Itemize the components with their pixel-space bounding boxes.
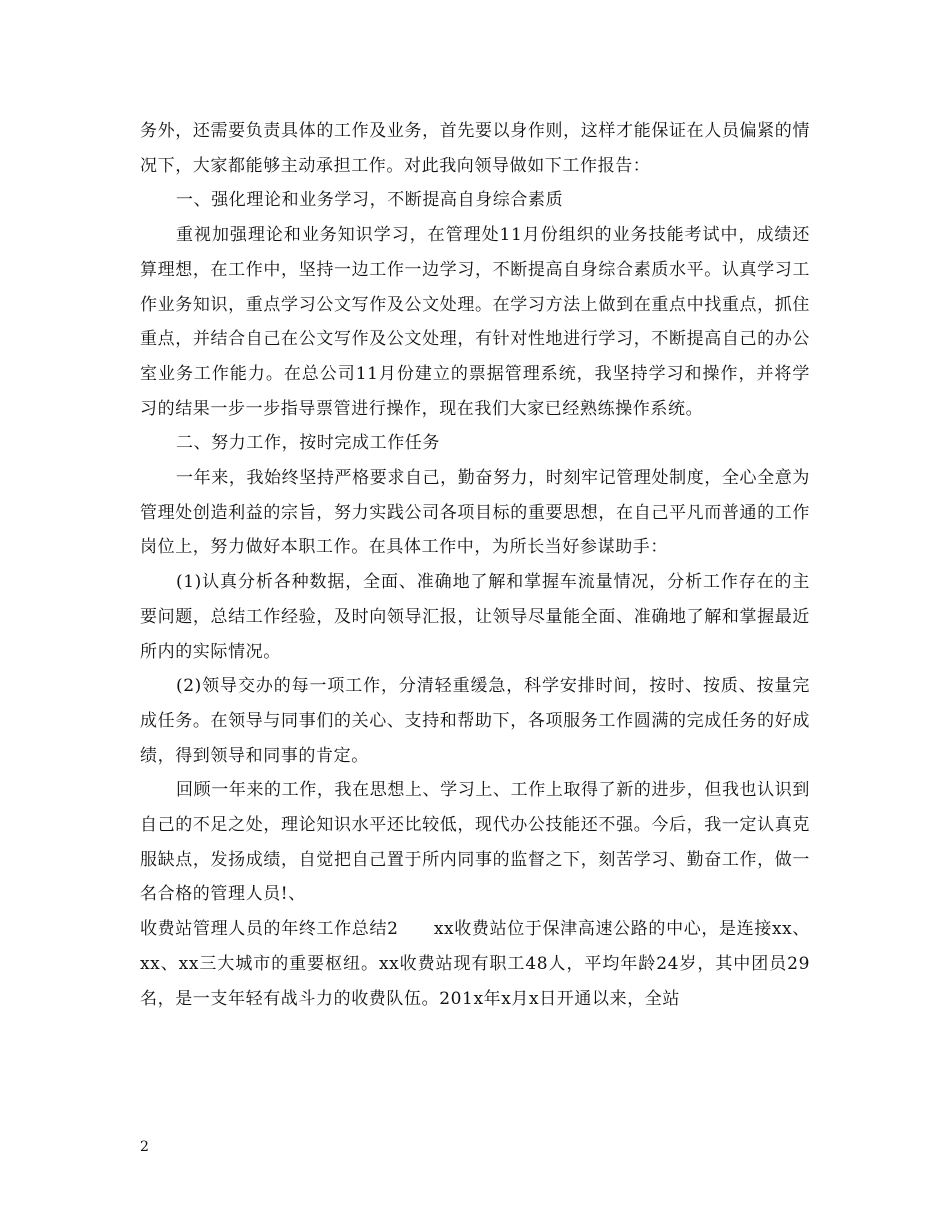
paragraph-review: 回顾一年来的工作，我在思想上、学习上、工作上取得了新的进步，但我也认识到自己的不足之处，理论知识水平还比较低，现代办公技能还不强。今后，我一定认真克服缺点，发扬成绩，自觉把自己置于所内同事的监督之下，刻苦学习、勤奋工作，做一名合格的管理人员!、: [140, 780, 810, 905]
list-item-2: (2)领导交办的每一项工作，分清轻重缓急，科学安排时间，按时、按质、按量完成任务。在领导与同事们的关心、支持和帮助下，各项服务工作圆满的完成任务的好成绩，得到领导和同事的肯定。: [140, 676, 810, 766]
page-number: 2: [140, 1139, 149, 1155]
list-item-1: (1)认真分析各种数据，全面、准确地了解和掌握车流量情况，分析工作存在的主要问题，总结工作经验，及时向领导汇报，让领导尽量能全面、准确地了解和掌握最近所内的实际情况。: [140, 572, 810, 662]
paragraph-continuation: 务外，还需要负责具体的工作及业务，首先要以身作则，这样才能保证在人员偏紧的情况下，大家都能够主动承担工作。对此我向领导做如下工作报告：: [140, 121, 810, 176]
document-body: [140, 114, 810, 1016]
paragraph-work: 一年来，我始终坚持严格要求自己，勤奋努力，时刻牢记管理处制度，全心全意为管理处创造利益的宗旨，努力实践公司各项目标的重要思想，在自己平凡而普通的工作岗位上，努力做好本职工作。在具体工作中，为所长当好参谋助手：: [140, 468, 810, 558]
paragraph-summary-2: 收费站管理人员的年终工作总结2 xx收费站位于保津高速公路的中心，是连接xx、xx、xx三大城市的重要枢纽。xx收费站现有职工48人，平均年龄24岁，其中团员29名，是一支年轻有战斗力的收费队伍。201x年x月x日开通以来，全站: [140, 919, 810, 1009]
section-heading-1: 一、强化理论和业务学习，不断提高自身综合素质: [176, 190, 564, 211]
paragraph-study: 重视加强理论和业务知识学习，在管理处11月份组织的业务技能考试中，成绩还算理想，在工作中，坚持一边工作一边学习，不断提高自身综合素质水平。认真学习工作业务知识，重点学习公文写作及公文处理。在学习方法上做到在重点中找重点，抓住重点，并结合自己在公文写作及公文处理，有针对性地进行学习，不断提高自己的办公室业务工作能力。在总公司11月份建立的票据管理系统，我坚持学习和操作，并将学习的结果一步一步指导票管进行操作，现在我们大家已经熟练操作系统。: [140, 225, 810, 419]
section-heading-2: 二、努力工作，按时完成工作任务: [176, 433, 440, 454]
